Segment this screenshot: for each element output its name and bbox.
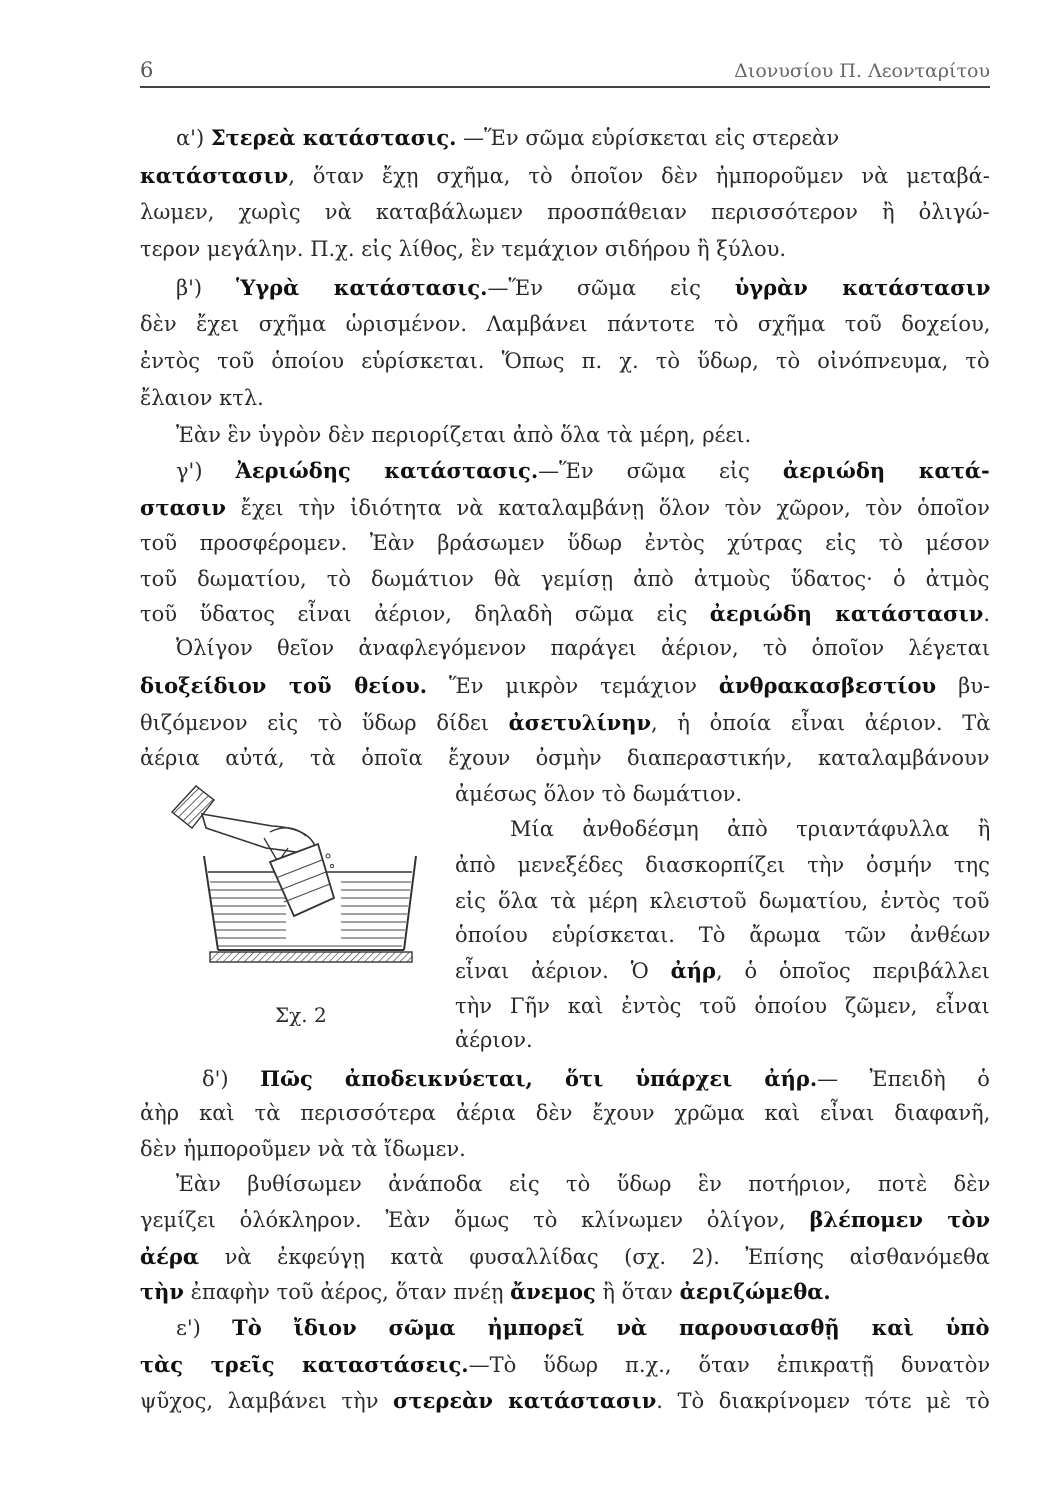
text-line: [202, 1068, 990, 1090]
bold-term: βλέπομεν τὸν: [809, 1207, 991, 1232]
text-line: [176, 1317, 990, 1339]
text-line: [176, 277, 990, 299]
text-run: ἀὴρ καὶ τὰ περισσότερα ἀέρια δὲν ἔχουν χρῶμα καὶ εἶναι διαφανῆ,: [140, 1101, 991, 1125]
text-run: τερον μεγάλην. Π.χ. εἰς λίθος, ἓν τεμάχιον σιδήρου ἢ ξύλου.: [140, 237, 787, 261]
page-header: [140, 52, 990, 86]
text-line: [176, 460, 990, 482]
text-run: ἀπὸ μενεξέδες διασκορπίζει τὴν ὀσμήν της: [455, 853, 990, 877]
text-line: [140, 1246, 990, 1268]
text-run: τοῦ προσφέρομεν. Ἐὰν βράσωμεν ὕδωρ ἐντὸς χύτρας εἰς τὸ μέσον: [140, 531, 990, 555]
text-run: τοῦ ὕδατος εἶναι ἀέριον, δηλαδὴ σῶμα εἰς: [140, 602, 710, 626]
text-run: Ὀλίγον θεῖον ἀναφλεγόμενον παράγει ἀέριον, τὸ ὁποῖον λέγεται: [176, 636, 991, 660]
text-run: ἔλαιον κτλ.: [140, 386, 264, 410]
text-line: [140, 202, 990, 223]
bold-term: κατάστασιν: [140, 163, 289, 188]
text-line: [140, 603, 990, 625]
text-run: εἰς ὅλα τὰ μέρη κλειστοῦ δωματίου, ἐντὸς τοῦ: [455, 889, 990, 913]
text-run: βυ-: [936, 674, 991, 698]
text-run: λωμεν, χωρὶς νὰ καταβάλωμεν προσπάθειαν περισσότερον ἢ ὀλιγώ-: [140, 200, 990, 224]
text-line: [140, 712, 990, 734]
text-run: Μία ἀνθοδέσμη ἀπὸ τριαντάφυλλα ἢ: [510, 817, 991, 841]
text-run: —Ἕν σῶμα εἰς: [538, 459, 783, 483]
text-run: νὰ ἐκφεύγῃ κατὰ φυσαλλίδας (σχ. 2). Ἐπίσης αἰσθανόμεθα: [199, 1245, 990, 1269]
text-run: Ἐὰν βυθίσωμεν ἀνάποδα εἰς τὸ ὕδωρ ἓν ποτήριον, ποτὲ δὲν: [176, 1172, 991, 1196]
text-run: . Τὸ διακρίνομεν τότε μὲ τὸ: [656, 1389, 990, 1413]
text-line: [140, 497, 990, 519]
figure-caption: Σχ. 2: [275, 1003, 327, 1027]
text-line: [140, 569, 990, 590]
text-run: .: [983, 602, 991, 626]
bold-term: Ἀεριώδης κατάστασις.: [235, 458, 539, 483]
text-run: ἀμέσως ὅλον τὸ δωμάτιον.: [455, 782, 743, 806]
bold-term: ἀεριώδη κατά-: [782, 458, 990, 483]
text-run: ἐπαφὴν τοῦ ἀέρος, ὅταν πνέῃ: [183, 1280, 511, 1304]
bold-term: ἀήρ: [670, 958, 716, 983]
text-line: [455, 891, 990, 912]
bold-term: στασιν: [140, 495, 226, 520]
bold-term: ἀεριώδη κατάστασιν: [709, 601, 984, 626]
text-run: δὲν ἠμποροῦμεν νὰ τὰ ἴδωμεν.: [140, 1137, 466, 1161]
text-run: τὴν Γῆν καὶ ἐντὸς τοῦ ὁποίου ζῶμεν, εἶναι: [455, 994, 990, 1018]
bold-term: τὴν: [140, 1279, 184, 1304]
figure-glass-in-water: [166, 778, 426, 978]
text-run: —Ἕν σῶμα εὑρίσκεται εἰς στερεὰν: [456, 126, 840, 150]
bold-term: Τὸ ἴδιον σῶμα ἠμπορεῖ νὰ παρουσιασθῇ καὶ ὑπὸ: [232, 1315, 990, 1340]
bold-term: Πῶς ἀποδεικνύεται, ὅτι ὑπάρχει ἀήρ.: [260, 1066, 818, 1091]
text-run: θιζόμενον εἰς τὸ ὕδωρ δίδει: [140, 711, 509, 735]
text-run: ἀέρια αὐτά, τὰ ὁποῖα ἔχουν ὀσμὴν διαπεραστικήν, καταλαμβάνουν: [140, 746, 990, 770]
bold-term: ἀνθρακασβεστίου: [718, 673, 937, 698]
text-line: [140, 239, 786, 260]
bold-term: ἀέρα: [140, 1244, 200, 1269]
text-line: [140, 1281, 831, 1303]
text-line: [140, 1139, 466, 1160]
text-run: α'): [176, 126, 211, 150]
bold-term: στερεὰν κατάστασιν: [393, 1388, 657, 1413]
text-run: τοῦ δωματίου, τὸ δωμάτιον θὰ γεμίσῃ ἀπὸ ἀτμοὺς ὕδατος· ὁ ἀτμὸς: [140, 567, 990, 591]
bold-term: ἄνεμος: [510, 1279, 596, 1304]
text-run: —Ἕν σῶμα εἰς: [487, 276, 735, 300]
text-run: ἢ ὅταν: [595, 1280, 680, 1304]
text-line: [455, 960, 990, 982]
text-run: ἔχει τὴν ἰδιότητα νὰ καταλαμβάνῃ ὅλον τὸν χῶρον, τὸν ὁποῖον: [226, 496, 990, 520]
header-rule: [140, 86, 990, 88]
text-run: Ἐὰν ἓν ὑγρὸν δὲν περιορίζεται ἀπὸ ὅλα τὰ μέρη, ρέει.: [176, 423, 752, 447]
text-run: γεμίζει ὁλόκληρον. Ἐὰν ὅμως τὸ κλίνωμεν ὀλίγον,: [140, 1208, 810, 1232]
page-number: 6: [140, 58, 154, 82]
bold-term: ὑγρὰν κατάστασιν: [734, 275, 991, 300]
text-line: [140, 165, 990, 187]
text-line: [140, 748, 990, 769]
text-run: — Ἐπειδὴ ὁ: [817, 1067, 990, 1091]
text-run: ἐντὸς τοῦ ὁποίου εὑρίσκεται. Ὅπως π. χ. τὸ ὕδωρ, τὸ οἰνόπνευμα, τὸ: [140, 349, 990, 373]
text-run: ε'): [176, 1316, 233, 1340]
text-run: ψῦχος, λαμβάνει τὴν: [140, 1389, 394, 1413]
bold-term: Στερεὰ κατάστασις.: [210, 125, 457, 150]
text-line: [455, 996, 990, 1017]
text-run: —Τὸ ὕδωρ π.χ., ὅταν ἐπικρατῇ δυνατὸν: [468, 1353, 991, 1377]
base-plate: [210, 952, 412, 962]
text-line: [510, 819, 990, 840]
bold-term: διοξείδιον τοῦ θείου.: [140, 673, 428, 698]
text-run: , ἡ ὁποία εἶναι ἀέριον. Τὰ: [651, 711, 991, 735]
text-line: [140, 1209, 990, 1231]
text-line: [140, 533, 990, 554]
text-line: [455, 925, 990, 946]
text-run: ἀέριον.: [455, 1028, 533, 1052]
air-bubbles: [326, 854, 334, 868]
text-run: , ὅταν ἔχῃ σχῆμα, τὸ ὁποῖον δὲν ἠμποροῦμεν νὰ μεταβά-: [288, 164, 990, 188]
text-run: δὲν ἔχει σχῆμα ὡρισμένον. Λαμβάνει πάντοτε τὸ σχῆμα τοῦ δοχείου,: [140, 312, 991, 336]
text-line: [140, 1103, 990, 1124]
text-run: γ'): [176, 459, 236, 483]
text-line: [140, 1354, 990, 1376]
text-run: β'): [176, 276, 236, 300]
running-head: Διονυσίου Π. Λεονταρίτου: [734, 60, 990, 82]
text-line: [140, 351, 990, 372]
bold-term: ἀσετυλίνην: [508, 710, 652, 735]
text-run: , ὁ ὁποῖος περιβάλλει: [716, 959, 990, 983]
bold-term: τὰς τρεῖς καταστάσεις.: [140, 1352, 469, 1377]
text-line: [455, 784, 742, 805]
text-line: [176, 638, 990, 659]
tilted-glass: [270, 844, 334, 916]
text-line: [176, 425, 751, 446]
text-line: [176, 1174, 990, 1195]
text-line: [140, 1390, 990, 1412]
text-line: [140, 675, 990, 697]
text-run: Ἕν μικρὸν τεμάχιον: [427, 674, 719, 698]
text-run: δ'): [202, 1067, 261, 1091]
bold-term: ἀεριζώμεθα.: [679, 1279, 831, 1304]
text-line: [455, 855, 990, 876]
text-run: εἶναι ἀέριον. Ὁ: [455, 959, 671, 983]
text-line: [140, 388, 264, 409]
text-line: [140, 314, 990, 335]
text-line: [176, 127, 839, 149]
text-run: ὁποίου εὑρίσκεται. Τὸ ἄρωμα τῶν ἀνθέων: [455, 923, 991, 947]
text-line: [455, 1030, 533, 1051]
bold-term: Ὑγρὰ κατάστασις.: [235, 275, 488, 300]
